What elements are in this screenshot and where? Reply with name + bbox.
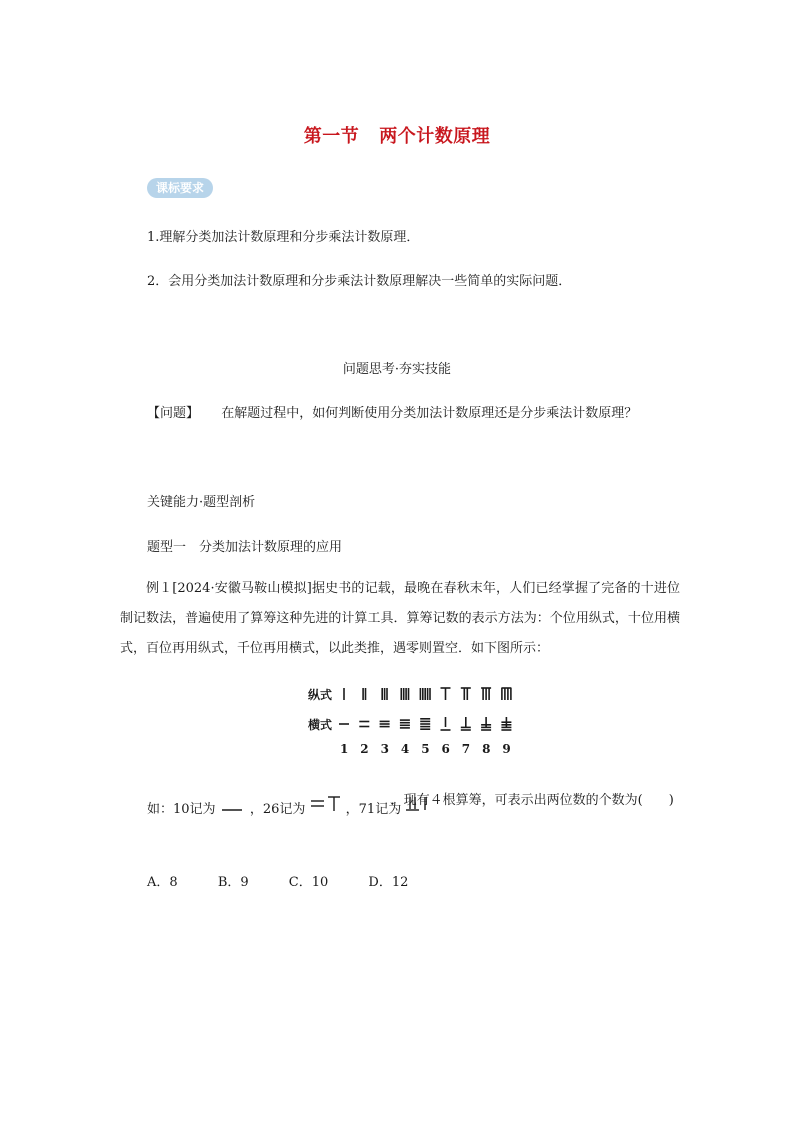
horizontal-form-label: 横式 [308, 718, 333, 732]
question-tag: 【问题】 [147, 406, 200, 421]
topic-heading: 题型一 分类加法计数原理的应用 [147, 540, 343, 555]
question-text: 在解题过程中，如何判断使用分类加法计数原理还是分步乘法计数原理？ [221, 406, 638, 421]
digit-label: 1 [340, 742, 349, 756]
example-follow-a: 如：10记为 [147, 802, 216, 817]
digit-label: 6 [441, 742, 450, 756]
example-follow-d: ．现有４根算筹，可表示出两位数的个数为( ) [390, 793, 674, 808]
digit-label: 5 [421, 742, 430, 756]
requirements-badge: 课标要求 [147, 178, 213, 198]
digit-label: 9 [502, 742, 511, 756]
requirement-2: 2．会用分类加法计数原理和分步乘法计数原理解决一些简单的实际问题． [147, 274, 572, 289]
title-topic: 两个计数原理 [379, 126, 491, 147]
digit-label: 7 [461, 742, 471, 756]
page-title [0, 122, 794, 148]
choice-c[interactable]: C．10 [288, 875, 329, 890]
choice-d[interactable]: D．12 [368, 875, 409, 890]
example-intro: 例１[2024·安徽马鞍山模拟]据史书的记载，最晚在春秋末年，人们已经掌握了完备的十进位制记数法，普遍使用了算筹这种先进的计算工具．算筹记数的表示方法为：个位用纵式，十位用横式，百位再用纵式，千位再用横式，以此类推，遇零则置空．如下图所示： [120, 581, 680, 656]
counting-rods-svg [338, 682, 528, 742]
choice-b[interactable]: B．9 [217, 875, 249, 890]
digit-label: 4 [400, 742, 410, 756]
choices-row [147, 871, 444, 890]
digit-label: 3 [380, 742, 389, 756]
section-heading-abilities: 关键能力·题型剖析 [147, 495, 256, 510]
question-block [147, 402, 637, 421]
section-heading-thinking: 问题思考·夯实技能 [342, 362, 452, 377]
requirement-1: 1.理解分类加法计数原理和分步乘法计数原理． [147, 230, 420, 245]
example-follow-c: ，71记为 [345, 802, 402, 817]
title-section: 第一节 [303, 126, 360, 147]
digit-label: 8 [482, 742, 491, 756]
choice-a[interactable]: A．8 [147, 875, 178, 890]
example-follow-b: ，26记为 [249, 802, 306, 817]
digit-label: 2 [360, 742, 369, 756]
example-follow-wrap [120, 786, 680, 816]
vertical-form-label: 纵式 [308, 688, 333, 702]
